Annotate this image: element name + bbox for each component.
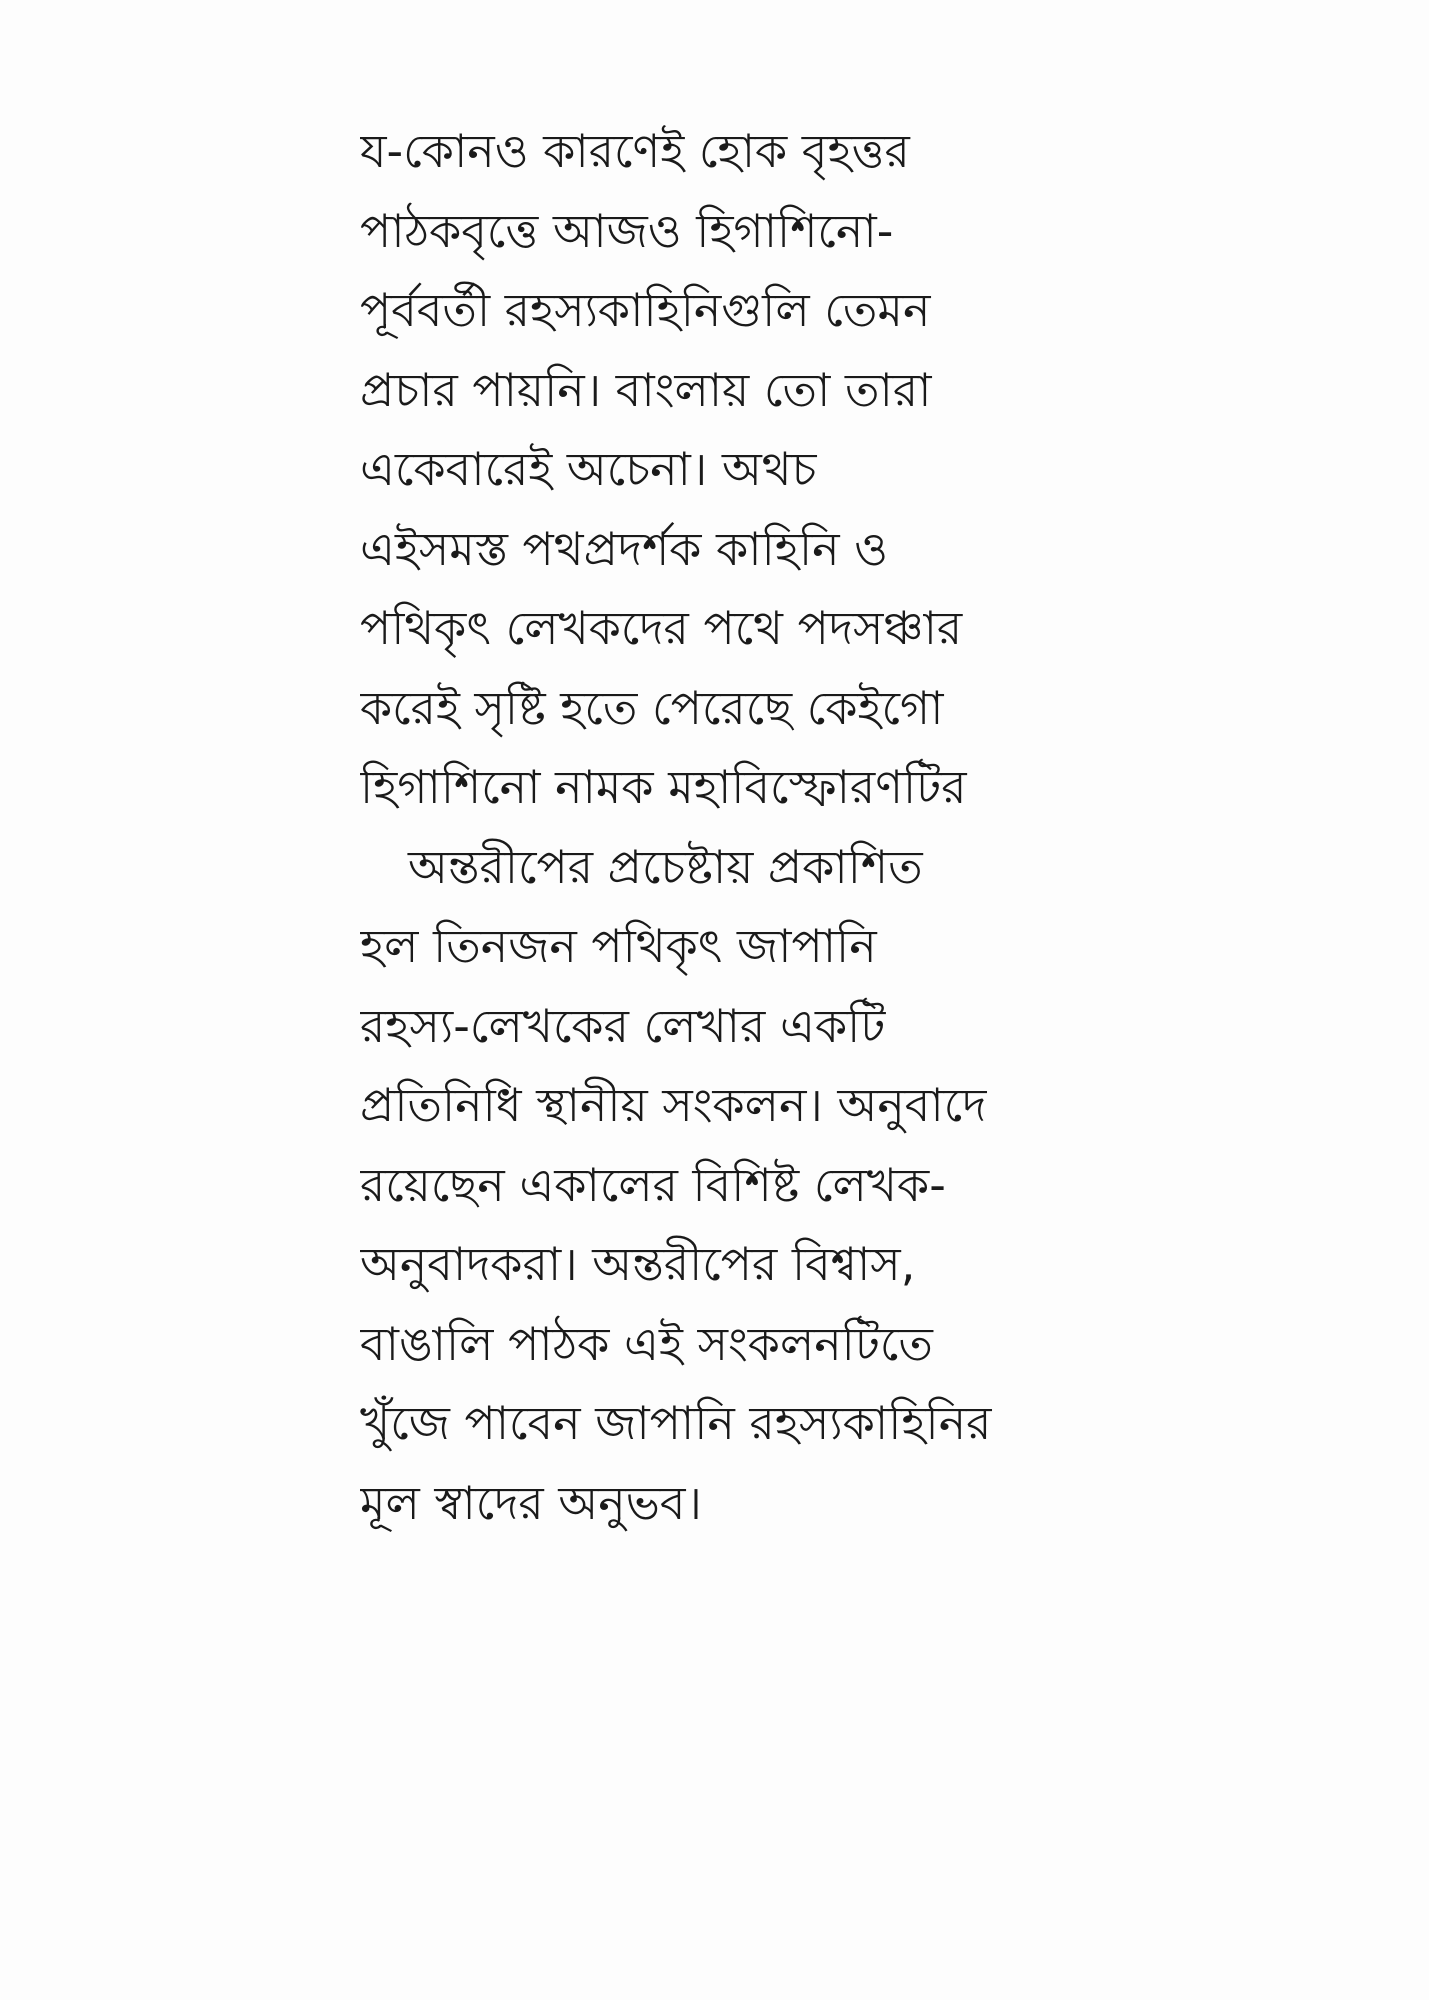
text-line-5: একেবারেই অচেনা। অথচ [360,442,817,496]
text-line-16: বাঙালি পাঠক এই সংকলনটিতে [360,1316,933,1371]
text-line-11: হল তিনজন পথিকৃৎ জাপানি [360,919,877,973]
text-line-12: রহস্য-লেখকের লেখার একটি [360,998,886,1053]
text-line-3: পূর্ববর্তী রহস্যকাহিনিগুলি তেমন [360,283,931,337]
text-line-14: রয়েছেন একালের বিশিষ্ট লেখক- [360,1157,946,1212]
text-line-7: পথিকৃৎ লেখকদের পথে পদসঞ্চার [360,601,963,655]
text-line-6: এইসমস্ত পথপ্রদর্শক কাহিনি ও [360,521,889,576]
text-line-10: অন্তরীপের প্রচেষ্টায় প্রকাশিত [408,839,923,894]
text-line-13: প্রতিনিধি স্থানীয় সংকলন। অনুবাদে [360,1078,987,1132]
book-blurb-text [360,112,1080,1543]
text-line-1: য-কোনও কারণেই হোক বৃহত্তর [360,124,910,178]
text-line-8: করেই সৃষ্টি হতে পেরেছে কেইগো [360,680,944,735]
text-line-4: প্রচার পায়নি। বাংলায় তো তারা [360,362,932,417]
text-line-2: পাঠকবৃত্তে আজও হিগাশিনো- [360,203,894,258]
text-line-17: খুঁজে পাবেন জাপানি রহস্যকাহিনির [360,1396,992,1450]
text-line-15: অনুবাদকরা। অন্তরীপের বিশ্বাস, [360,1237,916,1291]
text-line-18: মূল স্বাদের অনুভব। [360,1475,702,1530]
text-line-9: হিগাশিনো নামক মহাবিস্ফোরণটির [360,760,967,814]
